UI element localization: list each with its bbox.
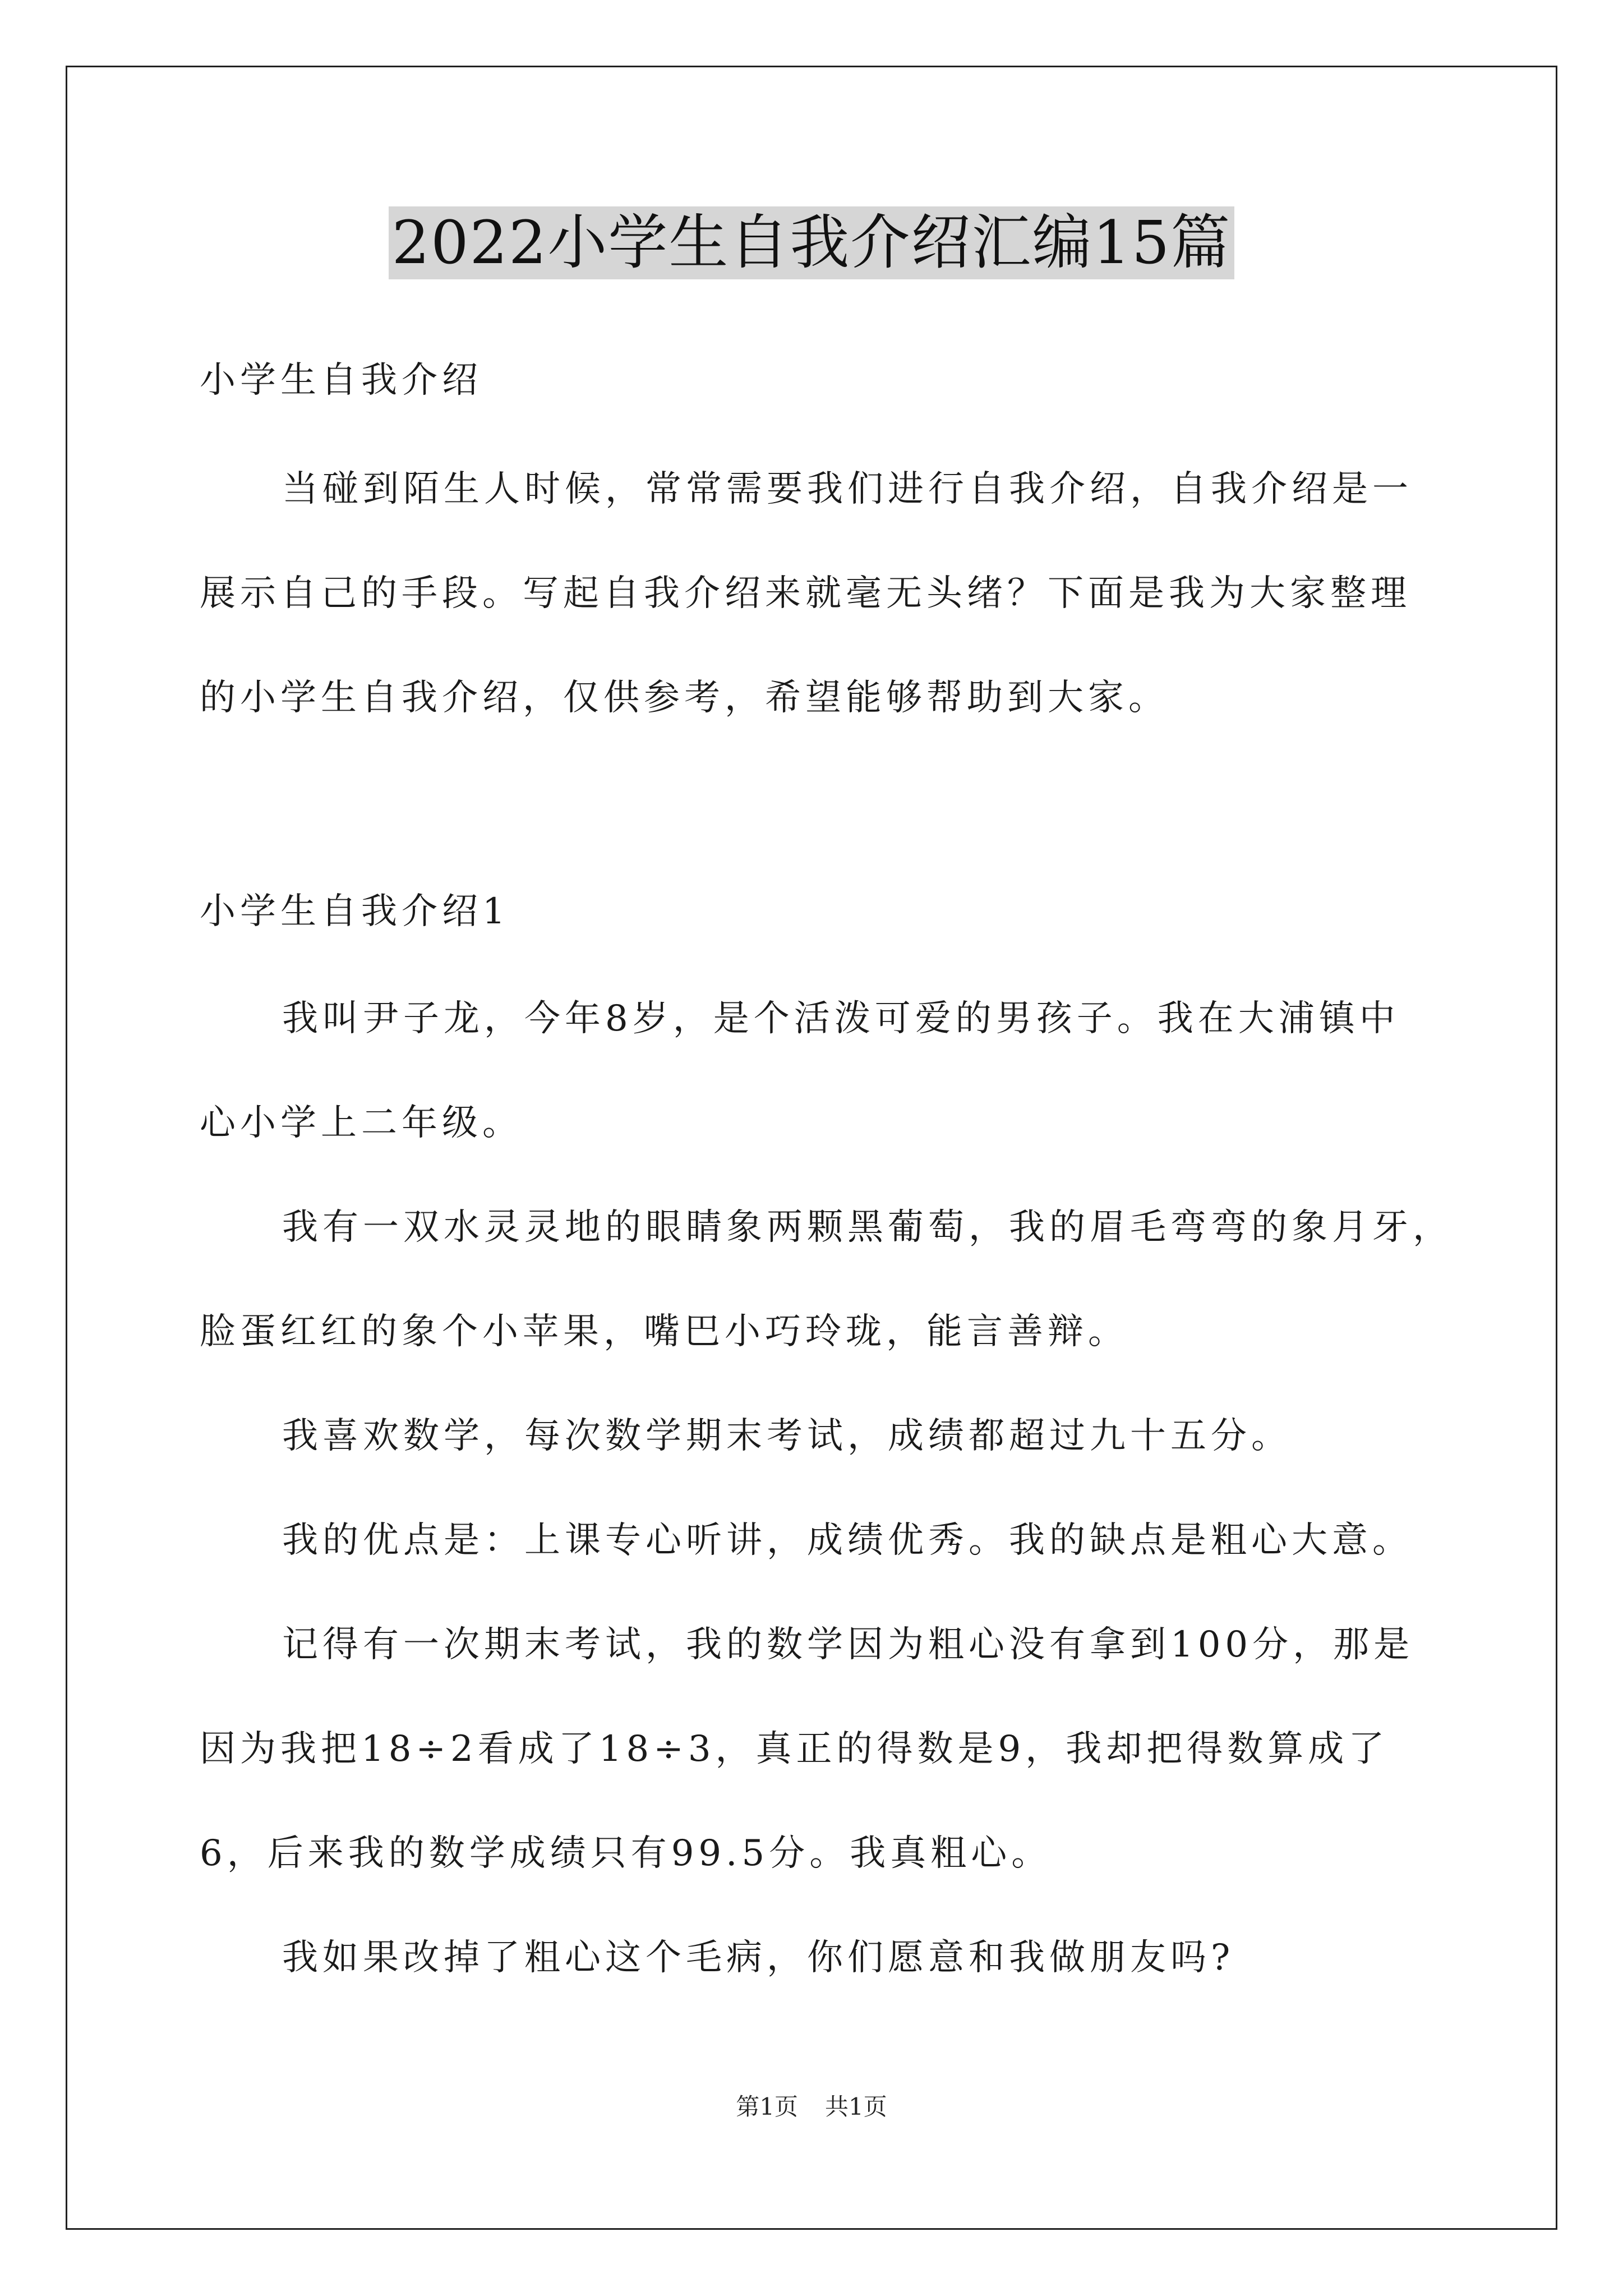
document-title: 2022小学生自我介绍汇编15篇	[389, 206, 1235, 279]
section1-line-7: 记得有一次期末考试，我的数学因为粗心没有拿到100分，那是	[282, 1624, 1414, 1665]
page-footer	[0, 2091, 1623, 2123]
section1-line-3: 我有一双水灵灵地的眼睛象两颗黑葡萄，我的眉毛弯弯的象月牙，	[282, 1207, 1453, 1248]
section1-line-6: 我的优点是：上课专心听讲，成绩优秀。我的缺点是粗心大意。	[282, 1520, 1413, 1561]
intro-line-2: 展示自己的手段。写起自我介绍来就毫无头绪？下面是我为大家整理	[200, 573, 1411, 614]
section1-heading: 小学生自我介绍1	[200, 891, 510, 932]
title-wrapper	[0, 206, 1623, 279]
section1-line-1: 我叫尹子龙，今年8岁，是个活泼可爱的男孩子。我在大浦镇中	[282, 998, 1400, 1039]
section1-line-10: 我如果改掉了粗心这个毛病，你们愿意和我做朋友吗?	[282, 1937, 1235, 1978]
section1-line-4: 脸蛋红红的象个小苹果，嘴巴小巧玲珑，能言善辩。	[200, 1311, 1128, 1352]
page-total: 共1页	[825, 2093, 887, 2120]
section1-line-2: 心小学上二年级。	[200, 1102, 523, 1144]
section1-line-9: 6，后来我的数学成绩只有99.5分。我真粗心。	[200, 1833, 1052, 1874]
section1-line-8: 因为我把18÷2看成了18÷3，真正的得数是9，我却把得数算成了	[200, 1728, 1389, 1770]
intro-heading: 小学生自我介绍	[200, 360, 482, 401]
intro-line-1: 当碰到陌生人时候，常常需要我们进行自我介绍，自我介绍是一	[282, 468, 1413, 510]
page-number: 第1页	[736, 2093, 798, 2120]
intro-line-3: 的小学生自我介绍，仅供参考，希望能够帮助到大家。	[200, 677, 1169, 719]
section1-line-5: 我喜欢数学，每次数学期末考试，成绩都超过九十五分。	[282, 1415, 1292, 1457]
